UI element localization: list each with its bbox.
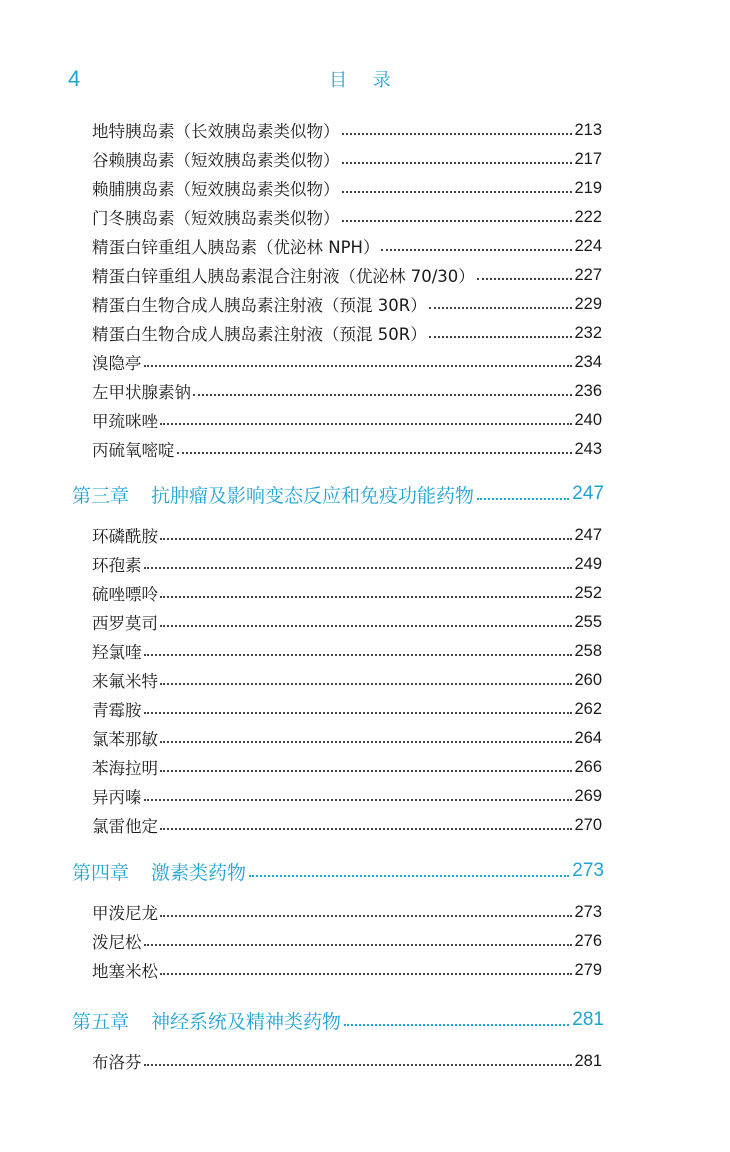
entry-title: 环孢素 [92, 556, 142, 575]
entry-title: 门冬胰岛素（短效胰岛素类似物） [92, 209, 340, 228]
page-ref: 222 [574, 207, 602, 226]
entry-title: 布洛芬 [92, 1053, 142, 1072]
entry-title: 地塞米松 [92, 962, 158, 981]
dot-leader [160, 423, 572, 425]
toc-entry [92, 608, 602, 636]
page-ref: 213 [574, 120, 602, 139]
page-ref: 269 [574, 786, 602, 805]
dot-leader [144, 944, 573, 946]
page-ref: 260 [574, 670, 602, 689]
chapter-number: 第五章 [72, 1010, 130, 1033]
entry-title: 精蛋白锌重组人胰岛素混合注射液（优泌林 70/30） [92, 267, 475, 286]
entry-title: 丙硫氧嘧啶 [92, 441, 175, 460]
toc-entry [92, 521, 602, 549]
dot-leader [160, 596, 572, 598]
toc-entry [92, 290, 602, 318]
page-ref: 229 [574, 294, 602, 313]
toc-entry [92, 377, 602, 405]
dot-leader [144, 1064, 573, 1066]
toc-entry [92, 319, 602, 347]
dot-leader [144, 712, 573, 714]
page-ref: 240 [574, 410, 602, 429]
entry-title: 来氟米特 [92, 672, 158, 691]
page-ref: 264 [574, 728, 602, 747]
dot-leader [429, 307, 573, 309]
entry-title: 精蛋白生物合成人胰岛素注射液（预混 50R） [92, 325, 427, 344]
dot-leader [160, 625, 572, 627]
toc-entry [92, 753, 602, 781]
page-ref: 279 [574, 960, 602, 979]
chapter-entry [72, 855, 604, 887]
chapter-entry [72, 478, 604, 510]
dot-leader [429, 336, 573, 338]
page-ref: 247 [572, 483, 604, 504]
toc-entry [92, 116, 602, 144]
entry-title: 地特胰岛素（长效胰岛素类似物） [92, 122, 340, 141]
toc-entry [92, 261, 602, 289]
dot-leader [342, 191, 573, 193]
page-ref: 273 [572, 860, 604, 881]
page-number: 4 [68, 66, 81, 91]
toc-entry [92, 956, 602, 984]
toc-entry [92, 1047, 602, 1075]
entry-title: 西罗莫司 [92, 614, 158, 633]
dot-leader [160, 973, 572, 975]
entry-title: 谷赖胰岛素（短效胰岛素类似物） [92, 151, 340, 170]
toc-entry [92, 348, 602, 376]
toc-entry [92, 145, 602, 173]
toc-entry [92, 550, 602, 578]
dot-leader [144, 654, 573, 656]
page-ref: 249 [574, 554, 602, 573]
toc-entry [92, 232, 602, 260]
toc-entry [92, 203, 602, 231]
dot-leader [144, 365, 573, 367]
entry-title: 精蛋白锌重组人胰岛素（优泌林 NPH） [92, 238, 380, 257]
entry-title: 精蛋白生物合成人胰岛素注射液（预混 30R） [92, 296, 427, 315]
page-ref: 227 [574, 265, 602, 284]
dot-leader [144, 799, 573, 801]
page-ref: 273 [574, 902, 602, 921]
chapter-entry [72, 1004, 604, 1036]
toc-entry [92, 579, 602, 607]
page-ref: 262 [574, 699, 602, 718]
page-ref: 243 [574, 439, 602, 458]
entry-title: 氯苯那敏 [92, 730, 158, 749]
entry-title: 赖脯胰岛素（短效胰岛素类似物） [92, 180, 340, 199]
chapter-number: 第四章 [72, 861, 130, 884]
page-ref: 258 [574, 641, 602, 660]
page-ref: 236 [574, 381, 602, 400]
dot-leader [381, 249, 572, 251]
page-ref: 217 [574, 149, 602, 168]
page-ref: 252 [574, 583, 602, 602]
page-ref: 281 [574, 1051, 602, 1070]
chapter-title: 激素类药物 [151, 861, 247, 884]
toc-entry [92, 811, 602, 839]
page-ref: 247 [574, 525, 602, 544]
toc-entry [92, 637, 602, 665]
page-ref: 255 [574, 612, 602, 631]
dot-leader [160, 770, 572, 772]
entry-title: 羟氯喹 [92, 643, 142, 662]
entry-title: 硫唑嘌呤 [92, 585, 158, 604]
page-title: 目 录 [329, 70, 401, 91]
toc-entry [92, 435, 602, 463]
toc-entry [92, 666, 602, 694]
entry-title: 甲巯咪唑 [92, 412, 158, 431]
entry-title: 异丙嗪 [92, 788, 142, 807]
page-ref: 234 [574, 352, 602, 371]
dot-leader [160, 538, 572, 540]
page-ref: 219 [574, 178, 602, 197]
dot-leader [160, 828, 572, 830]
toc-entry [92, 782, 602, 810]
entry-title: 泼尼松 [92, 933, 142, 952]
entry-title: 苯海拉明 [92, 759, 158, 778]
page-ref: 281 [572, 1009, 604, 1030]
page-ref: 232 [574, 323, 602, 342]
toc-entry [92, 695, 602, 723]
dot-leader [342, 220, 573, 222]
dot-leader [160, 915, 572, 917]
entry-title: 青霉胺 [92, 701, 142, 720]
dot-leader [344, 1024, 569, 1026]
dot-leader [477, 278, 573, 280]
toc-entry [92, 927, 602, 955]
dot-leader [342, 162, 573, 164]
dot-leader [193, 394, 572, 396]
entry-title: 溴隐亭 [92, 354, 142, 373]
chapter-title: 抗肿瘤及影响变态反应和免疫功能药物 [151, 484, 475, 507]
chapter-number: 第三章 [72, 484, 130, 507]
dot-leader [160, 741, 572, 743]
entry-title: 甲泼尼龙 [92, 904, 158, 923]
page-ref: 270 [574, 815, 602, 834]
dot-leader [144, 567, 573, 569]
chapter-title: 神经系统及精神类药物 [151, 1010, 342, 1033]
toc-entry [92, 406, 602, 434]
entry-title: 左甲状腺素钠 [92, 383, 191, 402]
toc-entry [92, 174, 602, 202]
toc-entry [92, 898, 602, 926]
toc-entry [92, 724, 602, 752]
entry-title: 氯雷他定 [92, 817, 158, 836]
dot-leader [342, 133, 573, 135]
page-ref: 224 [574, 236, 602, 255]
dot-leader [160, 683, 572, 685]
entry-title: 环磷酰胺 [92, 527, 158, 546]
dot-leader [249, 875, 569, 877]
page-ref: 276 [574, 931, 602, 950]
dot-leader [177, 452, 573, 454]
page-ref: 266 [574, 757, 602, 776]
dot-leader [477, 498, 569, 500]
